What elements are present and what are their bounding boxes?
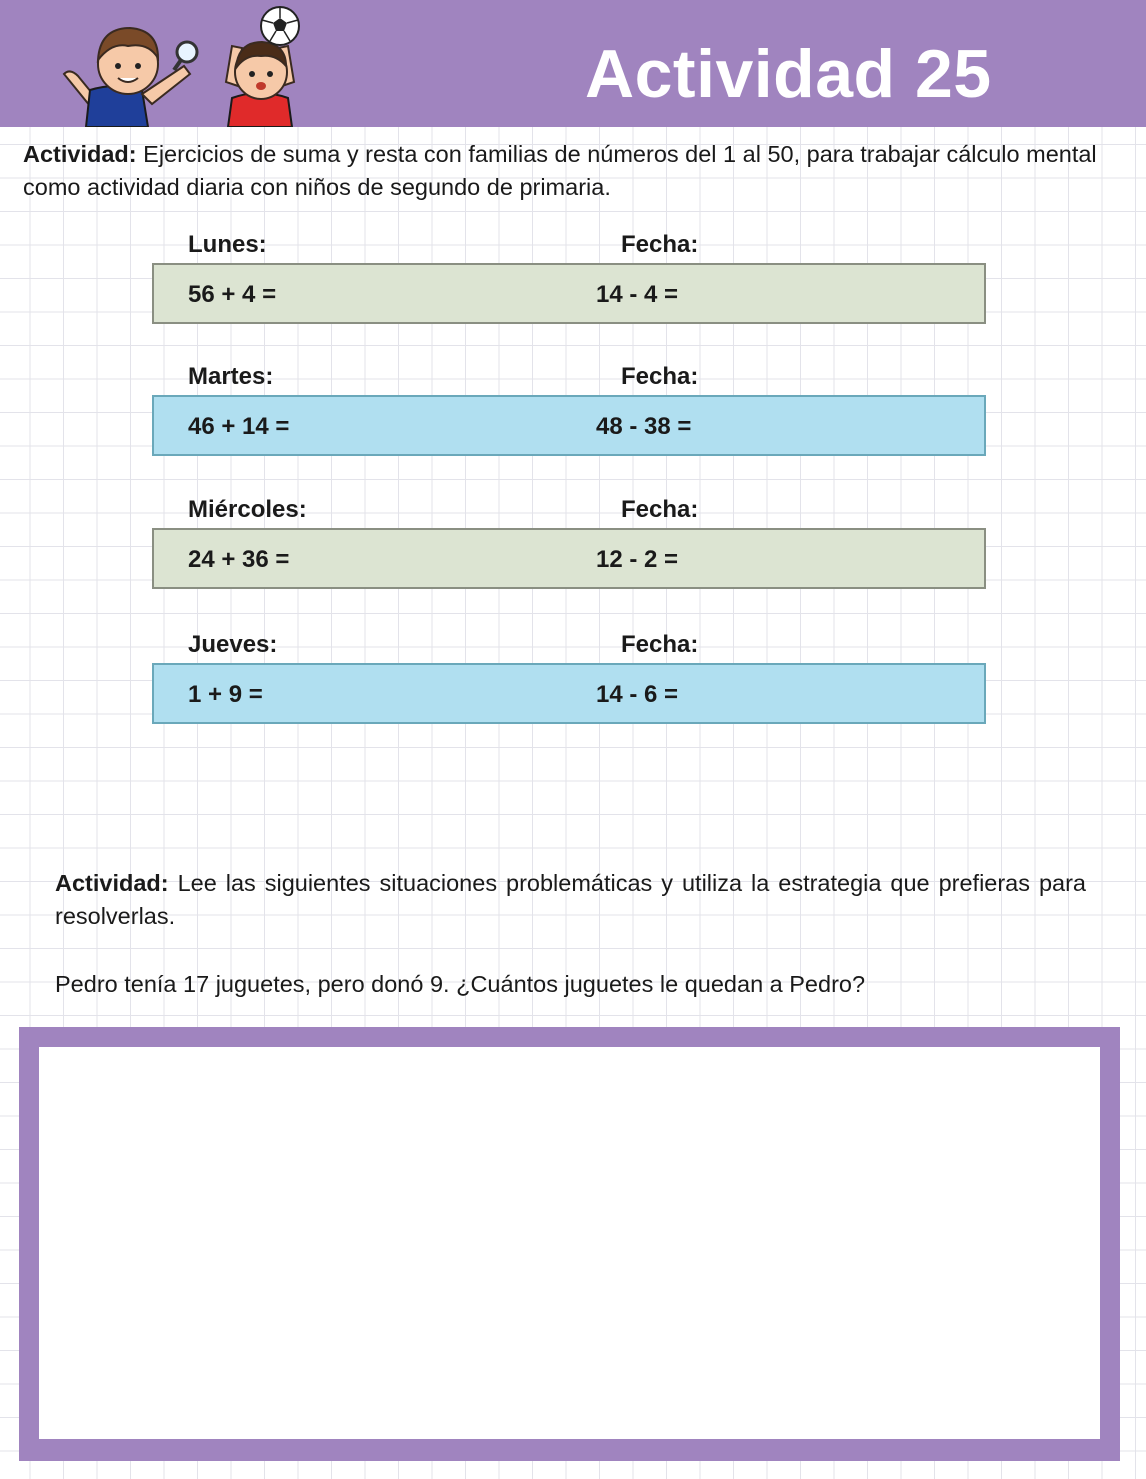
day-label: Lunes: [188,231,267,258]
subtraction-exercise: 14 - 4 = [596,281,679,308]
date-label: Fecha: [621,363,699,390]
exercise-box [152,395,986,456]
day-label: Martes: [188,363,274,390]
page-title: Actividad 25 [585,36,992,112]
activity-label: Actividad: [55,870,169,896]
date-label: Fecha: [621,496,699,523]
word-problem: Pedro tenía 17 juguetes, pero donó 9. ¿Cuántos juguetes le quedan a Pedro? [55,971,866,997]
addition-exercise: 24 + 36 = [188,546,290,573]
addition-exercise: 46 + 14 = [188,413,290,440]
kids-illustration [56,2,306,127]
day-row-martes [152,363,986,456]
intro-instructions [23,138,1123,204]
activity-text: Lee las siguientes situaciones problemáticas y utiliza la estrategia que prefieras para resolverlas. [55,870,1086,929]
answer-box-frame [19,1027,1120,1461]
intro-text: Ejercicios de suma y resta con familias de números del 1 al 50, para trabajar cálculo mental como actividad diaria con niños de segundo de primaria. [23,141,1097,200]
subtraction-exercise: 12 - 2 = [596,546,679,573]
answer-writing-area[interactable] [39,1047,1100,1439]
day-row-lunes [152,231,986,324]
day-label: Miércoles: [188,496,307,523]
addition-exercise: 56 + 4 = [188,281,277,308]
date-label: Fecha: [621,631,699,658]
subtraction-exercise: 48 - 38 = [596,413,692,440]
header-banner [0,0,1146,127]
activity-instructions [55,867,1086,933]
day-label: Jueves: [188,631,278,658]
day-row-jueves [152,631,986,724]
exercise-box [152,263,986,324]
exercise-box [152,528,986,589]
day-row-miercoles [152,496,986,589]
addition-exercise: 1 + 9 = [188,681,263,708]
subtraction-exercise: 14 - 6 = [596,681,679,708]
date-label: Fecha: [621,231,699,258]
exercise-box [152,663,986,724]
intro-label: Actividad: [23,141,137,167]
boy-with-soccer-ball-icon [226,7,299,127]
boy-with-magnifier-icon [64,28,197,127]
